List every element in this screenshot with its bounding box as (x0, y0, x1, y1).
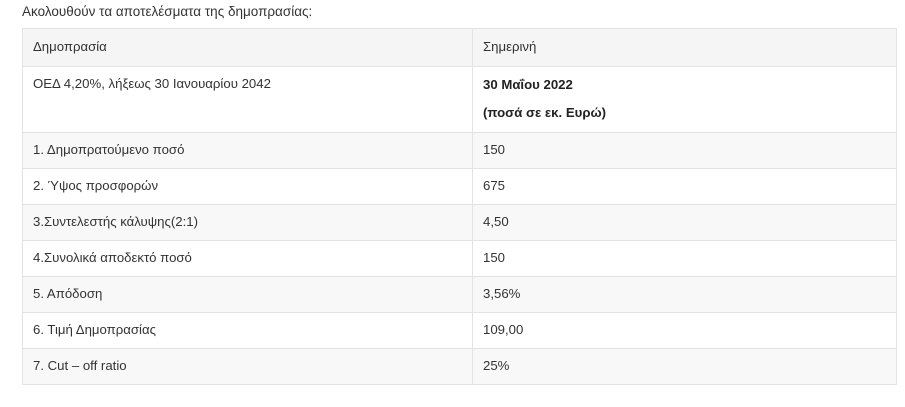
row-label: 4.Συνολικά αποδεκτό ποσό (23, 241, 473, 277)
row-value: 150 (473, 133, 897, 169)
row-label: 2. Ύψος προσφορών (23, 169, 473, 205)
row-label: 1. Δημοπρατούμενο ποσό (23, 133, 473, 169)
table-header-row (23, 29, 897, 67)
table-row (23, 133, 897, 169)
row-value: 150 (473, 241, 897, 277)
table-row (23, 205, 897, 241)
table-row (23, 313, 897, 349)
bond-label: ΟΕΔ 4,20%, λήξεως 30 Ιανουαρίου 2042 (23, 67, 473, 133)
table-body (23, 67, 897, 385)
bond-date: 30 Μαΐου 2022 (483, 77, 573, 92)
table-row-bond (23, 67, 897, 133)
row-label: 5. Απόδοση (23, 277, 473, 313)
column-header-current: Σημερινή (473, 29, 897, 67)
table-row (23, 169, 897, 205)
bond-units-note: (ποσά σε εκ. Ευρώ) (483, 105, 607, 120)
row-label: 7. Cut – off ratio (23, 349, 473, 385)
row-value: 25% (473, 349, 897, 385)
column-header-auction: Δημοπρασία (23, 29, 473, 67)
table-row (23, 241, 897, 277)
row-value: 4,50 (473, 205, 897, 241)
bond-value (473, 67, 897, 133)
row-value: 675 (473, 169, 897, 205)
auction-results-table-wrapper (22, 28, 896, 385)
table-row (23, 277, 897, 313)
row-label: 3.Συντελεστής κάλυψης(2:1) (23, 205, 473, 241)
table-row (23, 349, 897, 385)
table-header (23, 29, 897, 67)
intro-paragraph: Ακολουθούν τα αποτελέσματα της δημοπρασίας: (22, 4, 313, 19)
row-value: 109,00 (473, 313, 897, 349)
auction-results-table (22, 28, 897, 385)
row-value: 3,56% (473, 277, 897, 313)
row-label: 6. Τιμή Δημοπρασίας (23, 313, 473, 349)
